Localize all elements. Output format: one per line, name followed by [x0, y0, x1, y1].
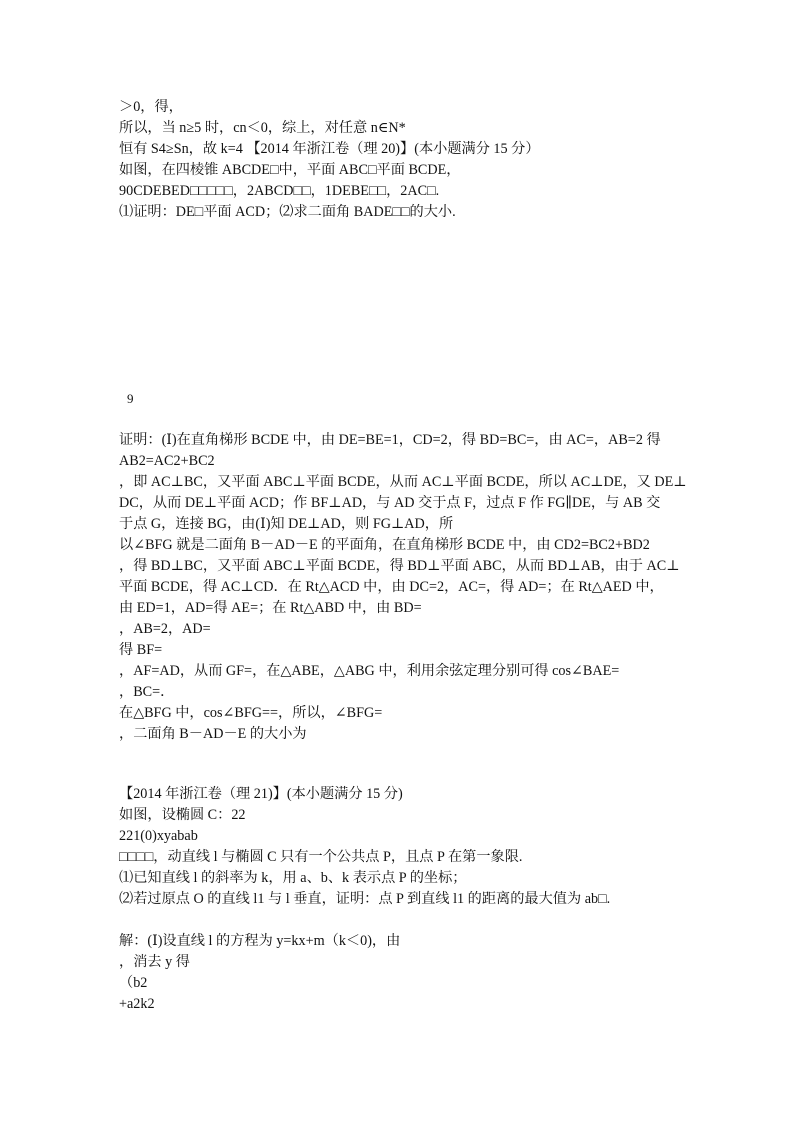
text-line: 90CDEBED□□□□□，2ABCD□□，1DEBE□□，2AC□.: [119, 183, 440, 199]
page-number: 9: [127, 391, 134, 406]
text-line: ，BC=．: [119, 684, 175, 700]
text-line: （b2: [119, 975, 148, 991]
text-line: 平面 BCDE，得 AC⊥CD．在 Rt△ACD 中，由 DC=2，AC=，得 AD=；在 Rt△AED 中，: [119, 579, 664, 595]
text-line: +a2k2: [119, 996, 155, 1012]
text-line: ，AF=AD，从而 GF=，在△ABE，△ABG 中，利用余弦定理分别可得 cos∠BAE=: [119, 663, 620, 679]
text-line: ，二面角 B－AD－E 的大小为: [119, 726, 307, 742]
text-line: ，得 BD⊥BC，又平面 ABC⊥平面 BCDE，得 BD⊥平面 ABC，从而 BD⊥AB，由于 AC⊥: [119, 558, 680, 574]
text-line: 恒有 S4≥Sn，故 k=4 【2014 年浙江卷（理 20)】(本小题满分 15 分）: [119, 141, 540, 157]
text-line: 221(0)xyabab: [119, 828, 198, 844]
text-line: ⑴已知直线 l 的斜率为 k，用 a、b、k 表示点 P 的坐标；: [119, 870, 467, 886]
text-line: AB2=AC2+BC2: [119, 453, 215, 469]
text-line: DC，从而 DE⊥平面 ACD；作 BF⊥AD，与 AD 交于点 F，过点 F 作 FG∥DE，与 AB 交: [119, 495, 661, 511]
text-line: 在△BFG 中，cos∠BFG==，所以，∠BFG=: [119, 705, 383, 721]
text-line: 证明：(Ⅰ)在直角梯形 BCDE 中，由 DE=BE=1，CD=2，得 BD=BC=，由 AC=，AB=2 得: [119, 432, 661, 448]
text-line: 如图，在四棱锥 ABCDE□中，平面 ABC□平面 BCDE，: [119, 162, 461, 178]
text-line: 解：(Ⅰ)设直线 l 的方程为 y=kx+m（k＜0)，由: [119, 933, 401, 949]
text-line: ，即 AC⊥BC，又平面 ABC⊥平面 BCDE，从而 AC⊥平面 BCDE，所以 AC⊥DE，又 DE⊥: [119, 474, 687, 490]
text-line: 由 ED=1，AD=得 AE=；在 Rt△ABD 中，由 BD=: [119, 600, 422, 616]
text-line: 以∠BFG 就是二面角 B－AD－E 的平面角，在直角梯形 BCDE 中，由 CD2=BC2+BD2: [119, 537, 650, 553]
text-line: □□□□，动直线 l 与椭圆 C 只有一个公共点 P，且点 P 在第一象限.: [119, 849, 523, 865]
text-line: 如图，设椭圆 C：22: [119, 807, 246, 823]
text-line: 所以，当 n≥5 时，cn＜0，综上，对任意 n∈N*: [119, 120, 406, 136]
text-line: ⑴证明：DE□平面 ACD；⑵求二面角 BADE□□的大小.: [119, 204, 456, 220]
text-line: 【2014 年浙江卷（理 21)】(本小题满分 15 分): [119, 786, 403, 802]
text-line: ，消去 y 得: [119, 954, 190, 970]
text-line: ，AB=2，AD=: [119, 621, 211, 637]
text-line: 于点 G，连接 BG，由(Ⅰ)知 DE⊥AD，则 FG⊥AD，所: [119, 516, 454, 532]
text-line: ＞0，得，: [119, 99, 183, 115]
text-line: 得 BF=: [119, 642, 163, 658]
text-line: ⑵若过原点 O 的直线 l1 与 l 垂直，证明：点 P 到直线 l1 的距离的最大值为 ab□.: [119, 891, 611, 907]
